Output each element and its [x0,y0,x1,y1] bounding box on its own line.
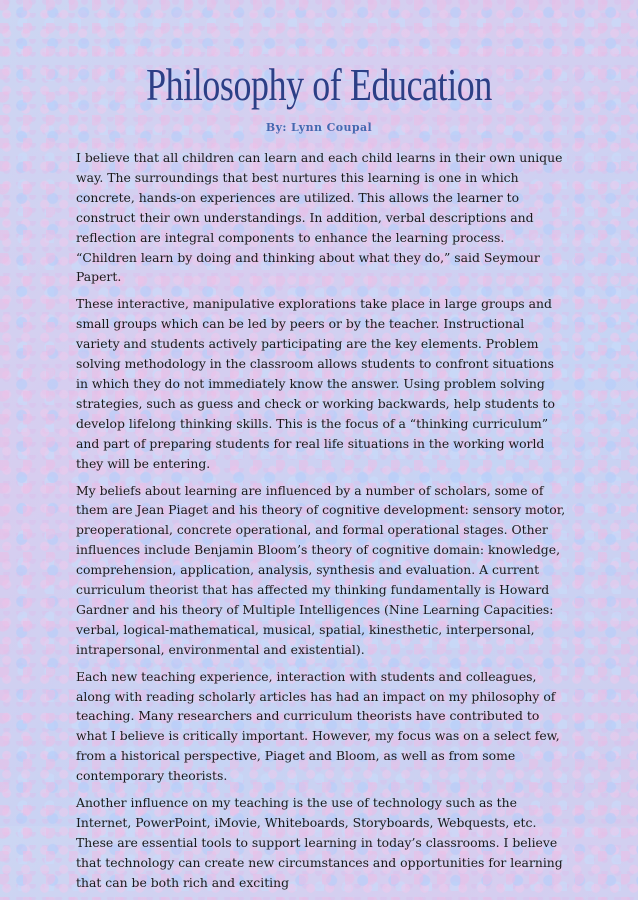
paragraph-1: I believe that all children can learn and each child learns in their own unique way. The surroundings that best nurtures this learning is one in which concrete, hands-on experiences are utilized. This allows the learner to construct their own understandings. In addition, verbal descriptions and reflection are integral components to enhance the learning process. “Children learn by doing and thinking about what they do,” said Seymour Papert. [76,150,563,285]
page-title: Philosophy of Education [146,59,492,110]
paragraph-2: These interactive, manipulative explorations take place in large groups and small groups which can be led by peers or by the teacher. Instructional variety and students actively participating are the key elements. Problem solving methodology in the classroom allows students to confront situations in which they do not immediately know the answer. Using problem solving strategies, such as guess and check or working backwards, help students to develop lifelong thinking skills. This is the focus of a “thinking curriculum” and part of preparing students for real life situations in the working world they will be entering. [76,296,555,471]
paragraph-3: My beliefs about learning are influenced by a number of scholars, some of them are Jean Piaget and his theory of cognitive development: sensory motor, preoperational, concrete operational, and formal operational stages. Other influences include Benjamin Bloom’s theory of cognitive domain: knowledge, comprehension, application, analysis, synthesis and evaluation. A current curriculum theorist that has affected my thinking fundamentally is Howard Gardner and his theory of Multiple Intelligences (Nine Learning Capacities: verbal, logical-mathematical, musical, spatial, kinesthetic, interpersonal, intrapersonal, environmental and existential). [76,482,566,657]
paragraph-4: Each new teaching experience, interaction with students and colleagues, along with reading scholarly articles has had an impact on my philosophy of teaching. Many researchers and curriculum theorists have contributed to what I believe is critically important. However, my focus was on a select few, from a historical perspective, Piaget and Bloom, as well as from some contemporary theorists. [76,668,560,784]
body-text [76,148,568,900]
author-byline: By: Lynn Coupal [265,121,373,134]
paragraph-5: Another influence on my teaching is the use of technology such as the Internet, PowerPoint, iMovie, Whiteboards, Storyboards, Webquests, etc. These are essential tools to support learning in today’s classrooms. I believe that technology can create new circumstances and opportunities for learning that can be both rich and exciting [76,795,563,890]
